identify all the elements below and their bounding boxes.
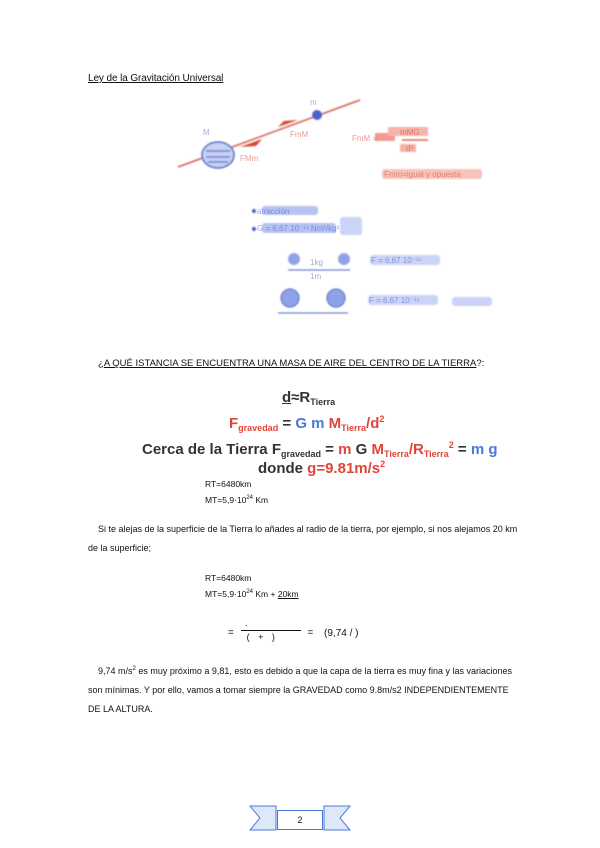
diagram-label-FMm: FMm <box>240 154 259 163</box>
diagram-note-opposite: Fmm=igual y opuesta <box>384 170 461 179</box>
mass-M-icon <box>202 142 234 168</box>
question-heading: ¿A QUÉ ISTANCIA SE ENCUENTRA UNA MASA DE AIRE DEL CENTRO DE LA TIERRA?: <box>98 358 485 369</box>
value-rt: RT=6480km <box>205 479 252 489</box>
diagram-case1: F = 6.67 10⁻¹¹ <box>371 256 422 265</box>
gravitation-diagram <box>170 95 510 325</box>
diagram-label-fmM: FmM <box>290 130 309 139</box>
value-rt-2: RT=6480km <box>205 573 252 583</box>
diagram-label-M: M <box>203 128 210 137</box>
value-mt: $MT=5,9\cdot 10^{24}$ Km <box>205 495 269 505</box>
equation-g-value: donde $g=9.81m/s^2$ <box>258 459 386 477</box>
diagram-formula-F: FmM = <box>352 134 378 143</box>
gravity-calculation: = · ( + ) = (9,74 / ) <box>228 620 359 642</box>
mass-m-icon <box>312 110 322 120</box>
paragraph-altitude: Si te alejas de la superficie de la Tierra lo añades al radio de la tierra, por ejemplo, si nos alejamos 20 km de la superficie; <box>88 524 518 553</box>
equation-near-earth: Cerca de la Tierra $F_{gravedad} = m$ G $M_{Tierra}/R_{Tierra}^2 = m$ g <box>142 440 498 459</box>
values-block-2 <box>205 571 299 601</box>
diagram-distance: 1m <box>310 272 322 281</box>
fraction: · ( + ) <box>241 624 301 642</box>
paragraph-conclusion: 9,74 $m/s^2$ es muy próximo a 9,81, esto es debido a que la capa de la tierra es muy fina y las variaciones son mínimas. Y por ello, vamos a tomar siempre la GRAVEDAD como 9.8m/s2 INDEPENDIENTEMENTE DE LA ALTURA. <box>88 666 513 714</box>
equation-gravity-force: $F_{gravedad} = G$ m $M_{Tierra}/d^2$ <box>229 414 385 433</box>
diagram-case2: F = 6.67 10⁻¹¹ <box>369 296 420 305</box>
page-title: Ley de la Gravitación Universal <box>88 73 224 84</box>
diagram-formula-den: d² <box>406 144 414 153</box>
equation-distance: $d\approx R_{Tierra}$ <box>282 389 336 407</box>
value-mt-2: $MT=5,9\cdot 10^{24}$ Km + 20km <box>205 589 299 599</box>
diagram-label-m: m <box>310 98 317 107</box>
diagram-note-attraction: • atracción <box>252 207 290 216</box>
values-block-1 <box>205 477 268 507</box>
diagram-note-G: • G = 6.67 10⁻¹¹ Nm²/kg² <box>252 224 340 233</box>
diagram-formula-num: mMG <box>400 128 420 137</box>
diagram-kg: 1kg <box>310 258 323 267</box>
page-number: 2 <box>277 810 323 830</box>
